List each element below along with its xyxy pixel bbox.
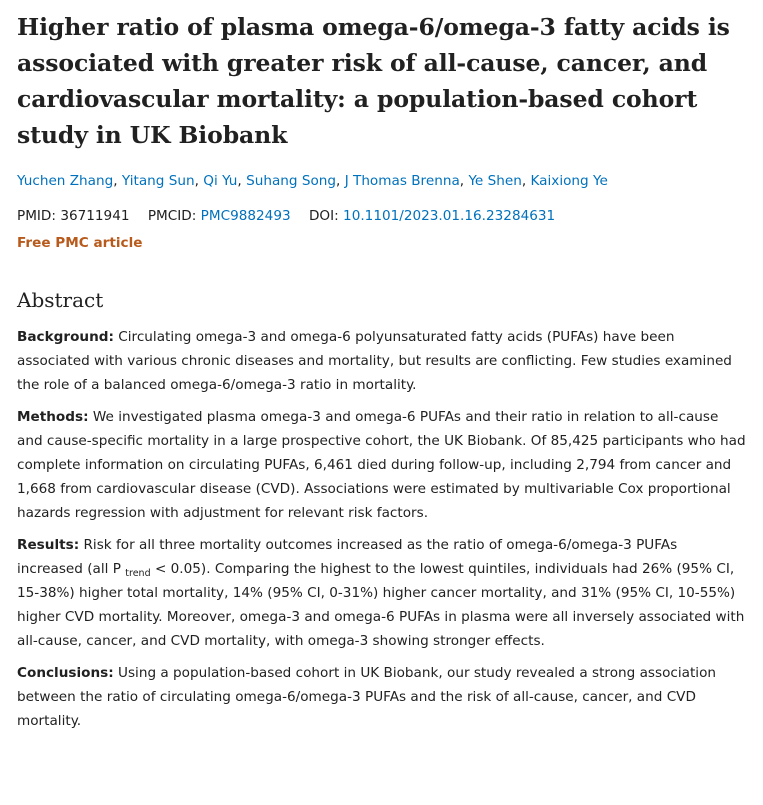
author-link[interactable]: J Thomas Brenna — [344, 173, 460, 189]
conclusions-text: Using a population-based cohort in UK Biobank, our study revealed a strong association between the ratio of circulating omega-6/omega-3 PUFAs and the risk of all-cause, cancer, and CVD mortality. — [17, 665, 717, 729]
free-pmc-badge: Free PMC article — [17, 235, 143, 251]
author-link[interactable]: Kaixiong Ye — [530, 173, 608, 189]
pmcid: PMCID: PMC9882493 — [147, 208, 291, 224]
doi-link[interactable]: 10.1101/2023.01.16.23284631 — [343, 208, 556, 224]
trend-subscript: trend — [125, 568, 151, 579]
methods-label: Methods: — [17, 409, 89, 425]
abstract-conclusions — [17, 661, 747, 733]
results-text-after: < 0.05). Comparing the highest to the lowest quintiles, individuals had 26% (95% CI, 15-38%) higher total mortality, 14% (95% CI, 0-31%) higher cancer mortality, and 31% (95% CI, 10-55%) higher CVD mortality. Moreover, omega-3 and omega-6 PUFAs in plasma were all inversely associated with all-cause, cancer, and CVD mortality, with omega-3 showing stronger effects. — [17, 561, 745, 649]
author-link[interactable]: Yuchen Zhang — [17, 173, 114, 189]
background-label: Background: — [17, 329, 114, 345]
abstract-methods — [17, 405, 747, 525]
author-list: Yuchen Zhang, Yitang Sun, Qi Yu, Suhang Song, J Thomas Brenna, Ye Shen, Kaixiong Ye — [17, 173, 608, 189]
author-link[interactable]: Qi Yu — [203, 173, 238, 189]
methods-text: We investigated plasma omega-3 and omega-6 PUFAs and their ratio in relation to all-cause and cause-specific mortality in a large prospective cohort, the UK Biobank. Of 85,425 participants who had complete information on circulating PUFAs, 6,461 died during follow-up, including 2,794 from cancer and 1,668 from cardiovascular disease (CVD). Associations were estimated by multivariable Cox proportional hazards regression with adjustment for relevant risk factors. — [17, 409, 746, 521]
pmid-value: 36711941 — [60, 208, 130, 224]
author-link[interactable]: Yitang Sun — [121, 173, 195, 189]
abstract-heading: Abstract — [17, 288, 104, 312]
background-text: Circulating omega-3 and omega-6 polyunsaturated fatty acids (PUFAs) have been associated with various chronic diseases and mortality, but results are conflicting. Few studies examined the role of a balanced omega-6/omega-3 ratio in mortality. — [17, 329, 732, 393]
identifiers — [17, 206, 747, 226]
article-title: Higher ratio of plasma omega-6/omega-3 fatty acids is associated with greater risk of all-cause, cancer, and cardiovascular mortality: a population-based cohort study in UK Biobank — [17, 13, 730, 149]
abstract-results — [17, 533, 747, 653]
pmid: PMID: 36711941 — [17, 208, 130, 224]
results-label: Results: — [17, 537, 80, 553]
article — [17, 0, 747, 733]
pmcid-link[interactable]: PMC9882493 — [200, 208, 291, 224]
results-text-before: Risk for all three mortality outcomes increased as the ratio of omega-6/omega-3 PUFAs increased (all P — [17, 537, 678, 577]
author-link[interactable]: Suhang Song — [246, 173, 337, 189]
conclusions-label: Conclusions: — [17, 665, 114, 681]
doi: DOI: 10.1101/2023.01.16.23284631 — [308, 208, 556, 224]
abstract-background — [17, 325, 747, 397]
author-link[interactable]: Ye Shen — [468, 173, 522, 189]
